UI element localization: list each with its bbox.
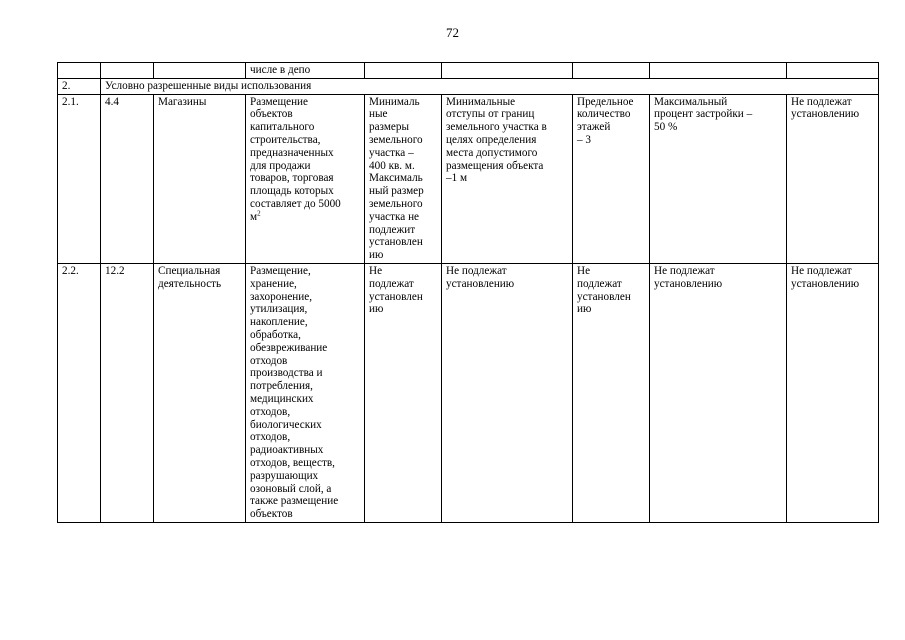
continuation-row [58,63,879,79]
regulations-table [57,62,879,523]
table-cell [650,63,787,79]
row-plot-size: Не подлежат установлен ию [365,263,442,522]
table-cell [154,63,246,79]
superscript: 2 [257,209,261,218]
table-cell [573,63,650,79]
row-coverage: Максимальный процент застройки – 50 % [650,94,787,263]
table-row [58,94,879,263]
row-code: 4.4 [101,94,154,263]
description-text: Размещение объектов капитального строительства, предназначенных для продажи товаров, торговая площадь которых составляет до 5000 м [250,95,341,223]
row-floors: Предельное количество этажей – 3 [573,94,650,263]
row-description [246,263,365,522]
row-floors: Не подлежат установлен ию [573,263,650,522]
table-cell [787,63,879,79]
table-cell: числе в депо [246,63,365,79]
page-number: 72 [446,25,459,40]
description-text: Размещение, хранение, захоронение, утилизация, накопление, обработка, обезвреживание отходов производства и потребления, медицинских отходов, биологических отходов, радиоактивных отходов, веществ, разрушающих озоновый слой, а также размещение объектов [250,264,339,521]
row-name: Специальная деятельность [154,263,246,522]
section-number: 2. [58,78,101,94]
row-name: Магазины [154,94,246,263]
section-title: Условно разрешенные виды использования [101,78,879,94]
row-description [246,94,365,263]
row-code: 12.2 [101,263,154,522]
row-plot-size: Минималь ные размеры земельного участка – 400 кв. м. Максималь ный размер земельного участка не подлежит установлен ию [365,94,442,263]
row-setbacks: Не подлежат установлению [442,263,573,522]
table-cell [442,63,573,79]
row-other: Не подлежат установлению [787,263,879,522]
table-cell [58,63,101,79]
table-cell [365,63,442,79]
table-row [58,263,879,522]
row-setbacks: Минимальные отступы от границ земельного участка в целях определения места допустимого размещения объекта –1 м [442,94,573,263]
row-number: 2.2. [58,263,101,522]
row-number: 2.1. [58,94,101,263]
section-row [58,78,879,94]
table-cell [101,63,154,79]
row-coverage: Не подлежат установлению [650,263,787,522]
row-other: Не подлежат установлению [787,94,879,263]
